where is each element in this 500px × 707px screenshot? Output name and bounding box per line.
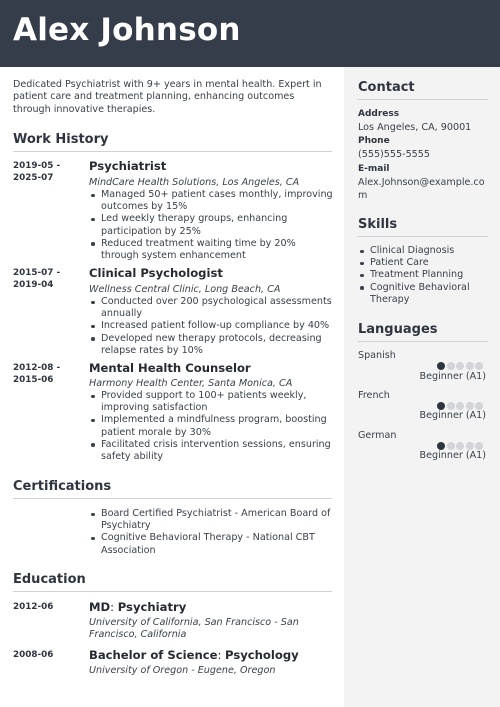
email-value[interactable]: Alex.Johnson@example.com (358, 177, 485, 201)
rating-dot-empty (475, 402, 483, 410)
job-date-start: 2019-05 - (13, 161, 61, 171)
resume-header (0, 0, 500, 67)
rating-dot-empty (456, 442, 464, 450)
languages-heading: Languages (358, 322, 438, 337)
school-name: University of Oregon - Eugene, Oregon (89, 665, 276, 676)
rating-dot-empty (456, 362, 464, 370)
language-level: Beginner (A1) (419, 371, 486, 382)
rating-dot-filled (437, 402, 445, 410)
degree-field: Psychology (225, 648, 299, 662)
skill-item: Treatment Planning (358, 269, 490, 281)
job-company: Harmony Health Center, Santa Monica, CA (89, 378, 293, 389)
bullet-item: Led weekly therapy groups, enhancing participation by 25% (89, 213, 334, 237)
bullet-item: Conducted over 200 psychological assessments annually (89, 296, 334, 320)
degree-separator: : (110, 600, 118, 614)
rating-dot-empty (456, 402, 464, 410)
education-date: 2008-06 (13, 650, 54, 660)
language-name: French (358, 390, 390, 401)
section-divider (13, 151, 332, 152)
job-date-end: 2015-06 (13, 375, 54, 385)
degree-title (89, 600, 186, 614)
job-date-start: 2015-07 - (13, 268, 61, 278)
job-title: Psychiatrist (89, 159, 167, 173)
phone-label: Phone (358, 136, 390, 146)
degree-field: Psychiatry (117, 600, 187, 614)
rating-dot-empty (466, 442, 474, 450)
language-rating (437, 402, 483, 410)
bullet-item: Reduced treatment waiting time by 20% through system enhancement (89, 238, 334, 262)
certifications-heading: Certifications (13, 479, 112, 494)
bullet-item: Implemented a mindfulness program, boosting patient morale by 30% (89, 414, 334, 438)
language-rating (437, 362, 483, 370)
phone-value: (555)555-5555 (358, 149, 430, 160)
certifications-list (89, 508, 334, 557)
certification-item: Board Certified Psychiatrist - American Board of Psychiatry (89, 508, 334, 532)
rating-dot-filled (437, 442, 445, 450)
bullet-item: Managed 50+ patient cases monthly, improving outcomes by 15% (89, 189, 334, 213)
skill-item: Cognitive Behavioral Therapy (358, 282, 490, 306)
job-date-end: 2019-04 (13, 280, 54, 290)
section-divider (358, 236, 488, 237)
section-divider (358, 341, 488, 342)
job-title: Mental Health Counselor (89, 361, 251, 375)
job-date-end: 2025-07 (13, 173, 54, 183)
skill-item: Clinical Diagnosis (358, 245, 490, 257)
skills-heading: Skills (358, 217, 398, 232)
candidate-name: Alex Johnson (13, 12, 241, 48)
section-divider (13, 498, 332, 499)
rating-dot-empty (475, 442, 483, 450)
work-history-heading: Work History (13, 132, 109, 147)
job-date-start: 2012-08 - (13, 363, 61, 373)
school-name: University of California, San Francisco - San Francisco, California (89, 617, 299, 640)
language-rating (437, 442, 483, 450)
rating-dot-empty (447, 442, 455, 450)
address-label: Address (358, 109, 400, 119)
rating-dot-empty (466, 402, 474, 410)
rating-dot-empty (447, 362, 455, 370)
skills-list (358, 245, 490, 306)
degree-name: MD (89, 600, 111, 614)
job-date (13, 362, 73, 386)
sidebar (344, 67, 500, 707)
degree-name: Bachelor of Science (89, 648, 218, 662)
job-date (13, 267, 73, 291)
email-label: E-mail (358, 164, 390, 174)
rating-dot-empty (447, 402, 455, 410)
address-value: Los Angeles, CA, 90001 (358, 122, 472, 133)
language-name: Spanish (358, 350, 396, 361)
job-date (13, 160, 73, 184)
job-bullets (89, 189, 334, 262)
job-title: Clinical Psychologist (89, 266, 223, 280)
job-bullets (89, 296, 334, 357)
certification-item: Cognitive Behavioral Therapy - National CBT Association (89, 532, 334, 556)
job-company: MindCare Health Solutions, Los Angeles, CA (89, 177, 300, 188)
language-level: Beginner (A1) (419, 450, 486, 461)
bullet-item: Facilitated crisis intervention sessions, ensuring safety ability (89, 439, 334, 463)
education-date: 2012-06 (13, 602, 54, 612)
rating-dot-filled (437, 362, 445, 370)
education-heading: Education (13, 572, 86, 587)
professional-summary: Dedicated Psychiatrist with 9+ years in mental health. Expert in patient care and treatment planning, enhancing outcomes through innovative therapies. (13, 79, 322, 115)
rating-dot-empty (475, 362, 483, 370)
contact-heading: Contact (358, 80, 415, 95)
language-name: German (358, 430, 397, 441)
language-level: Beginner (A1) (419, 410, 486, 421)
section-divider (13, 591, 332, 592)
bullet-item: Provided support to 100+ patients weekly, improving satisfaction (89, 390, 334, 414)
bullet-item: Developed new therapy protocols, decreasing relapse rates by 10% (89, 333, 334, 357)
bullet-item: Increased patient follow-up compliance by 40% (89, 320, 334, 332)
skill-item: Patient Care (358, 257, 490, 269)
degree-title (89, 648, 299, 662)
degree-separator: : (217, 648, 226, 662)
rating-dot-empty (466, 362, 474, 370)
job-bullets (89, 390, 334, 463)
job-company: Wellness Central Clinic, Long Beach, CA (89, 284, 281, 295)
section-divider (358, 99, 488, 100)
